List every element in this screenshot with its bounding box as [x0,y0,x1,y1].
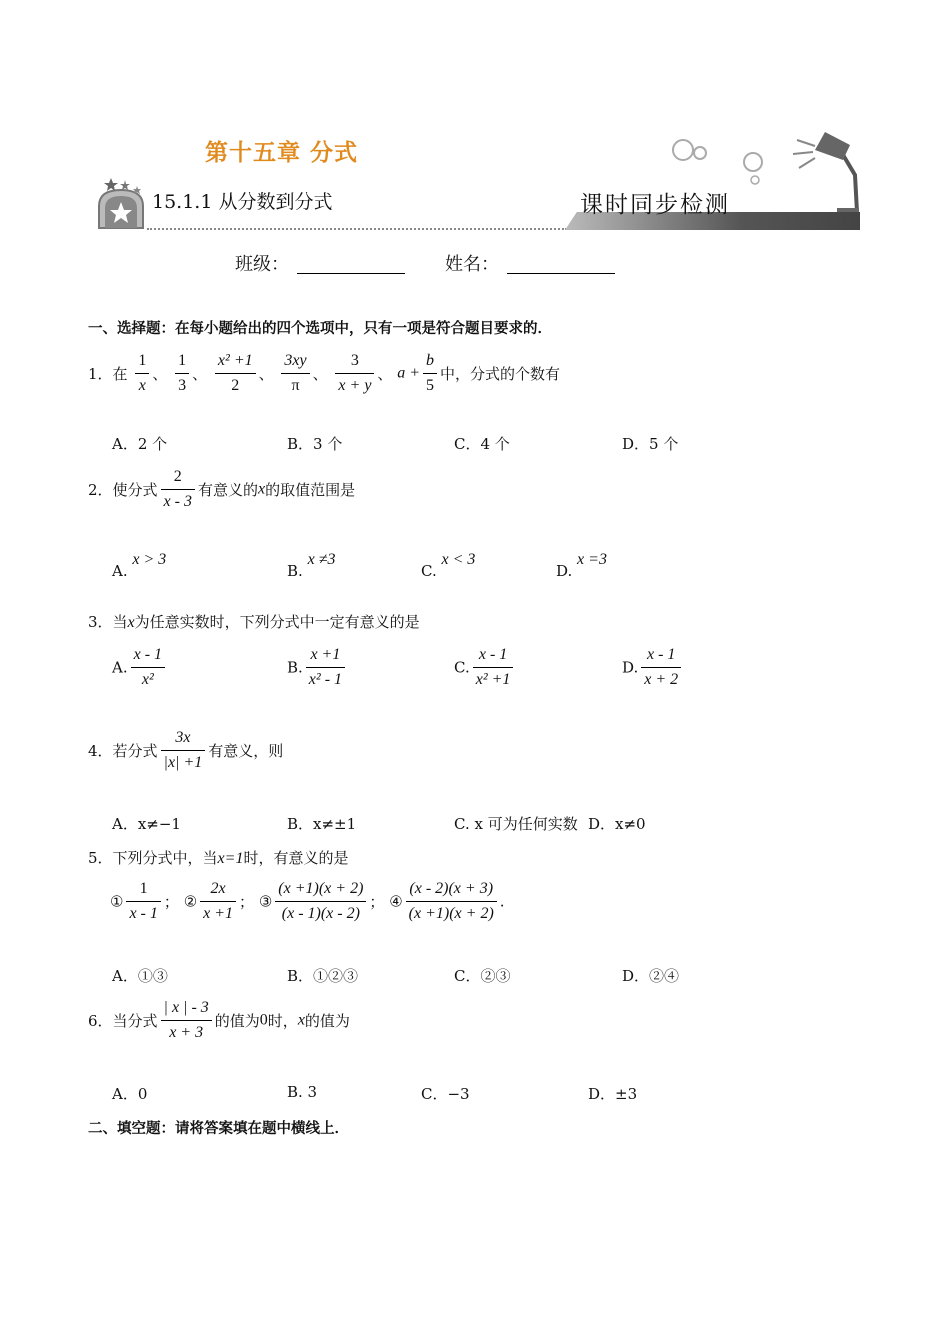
question-6: 6．当分式 $\frac{| x | - 3}{x + 3}$ 的值为0时，x的值为 [88,996,350,1045]
q1-fraction-2: $\frac{1}{3}$ [175,349,189,398]
q5-expressions: ① $\frac{1}{x - 1}$ ； ② $\frac{2x}{x +1}$ ； ③ $\frac{(x +1)(x + 2)}{(x - 1)(x - 2)}$ ； ④ $\frac{(x - 2)(x + 3)}{(x +1)(x + 2)}$ . [110,877,505,926]
q1-stem-start: 1．在 [88,365,128,383]
header-tagline: 课时同步检测 [580,192,730,218]
q4-option-b[interactable]: B．x≠±1 [287,815,357,833]
q3-option-a[interactable]: A. $\frac{x - 1}{\text{x²}}$ [112,643,168,692]
class-blank[interactable] [297,273,405,274]
q3-option-b[interactable]: B. $\frac{x +1}{\text{x² - 1}}$ [287,643,348,692]
q4-option-d[interactable]: D．x≠0 [588,815,646,833]
section-heading-fill: 二、填空题：请将答案填在题中横线上． [88,1121,349,1137]
q3-option-c[interactable]: C. $\frac{x - 1}{\text{x² +1}}$ [454,643,516,692]
q5-option-d[interactable]: D．②④ [622,967,680,985]
q1-option-a[interactable]: A．2 个 [112,435,168,453]
question-4: 4．若分式 $\frac{3x}{|x| +1}$ 有意义，则 [88,726,283,775]
q2-option-c[interactable]: C. x < 3 [421,551,476,580]
q6-option-c[interactable]: C．−3 [421,1085,470,1103]
q6-option-a[interactable]: A．0 [112,1085,148,1103]
q1-last-prefix: a + [397,364,421,382]
q2-fraction: $\frac{2}{x - 3}$ [161,465,195,514]
q1-option-b[interactable]: B．3 个 [287,435,343,453]
q1-fraction-1: $\frac{1}{x}$ [135,349,149,398]
q1-fraction-4: $\frac{3xy}{\pi}$ [281,349,309,398]
q2-option-d[interactable]: D. x =3 [556,551,607,580]
q1-option-d[interactable]: D．5 个 [622,435,679,453]
q5-option-b[interactable]: B．①②③ [287,967,359,985]
class-label: 班级： [235,254,289,275]
star-badge-icon [95,178,147,230]
question-2: 2．使分式 $\frac{2}{x - 3}$ 有意义的x的取值范围是 [88,465,355,514]
section-title: 15.1.1 从分数到分式 [152,191,333,213]
q6-option-b[interactable]: B. 3 [287,1083,318,1101]
q1-fraction-3: $\frac{\text{x² +1}}{2}$ [215,349,256,398]
q5-option-a[interactable]: A．①③ [112,967,168,985]
q1-option-c[interactable]: C．4 个 [454,435,510,453]
q6-option-d[interactable]: D．±3 [588,1085,638,1103]
q3-option-d[interactable]: D. $\frac{x - 1}{x + 2}$ [622,643,684,692]
q2-option-a[interactable]: A. x > 3 [112,551,167,580]
name-blank[interactable] [507,273,615,274]
header-banner [95,120,860,235]
q1-fraction-6: $\frac{b}{5}$ [423,349,437,398]
q4-option-a[interactable]: A．x≠−1 [112,815,181,833]
q6-fraction: $\frac{| x | - 3}{x + 3}$ [161,996,212,1045]
header-rule [147,224,567,230]
q4-option-c[interactable]: C. x 可为任何实数 [454,815,578,833]
q2-option-b[interactable]: B. x ≠3 [287,551,336,580]
question-3: 3．当x为任意实数时，下列分式中一定有意义的是 [88,613,420,631]
chapter-title: 第十五章 分式 [205,140,359,166]
q4-fraction: $\frac{3x}{|x| +1}$ [161,726,206,775]
question-5: 5．下列分式中，当x=1时，有意义的是 [88,849,349,867]
student-info-line [235,250,655,276]
q1-fraction-5: $\frac{3}{x + y}$ [335,349,374,398]
q5-option-c[interactable]: C．②③ [454,967,511,985]
name-label: 姓名： [445,254,499,275]
q1-stem-end: 中，分式的个数有 [440,365,561,383]
section-heading-choice: 一、选择题：在每小题给出的四个选项中，只有一项是符合题目要求的． [88,321,552,337]
question-1: 1．在 $\frac{1}{x}$ 、 $\frac{1}{3}$ 、 $\frac{\text{x² +1}}{2}$ 、 $\frac{3xy}{\pi}$ 、 $\frac{3}{x + y}$ 、 a + $\frac{b}{5}$ 中，分式的个数有 [88,349,560,398]
